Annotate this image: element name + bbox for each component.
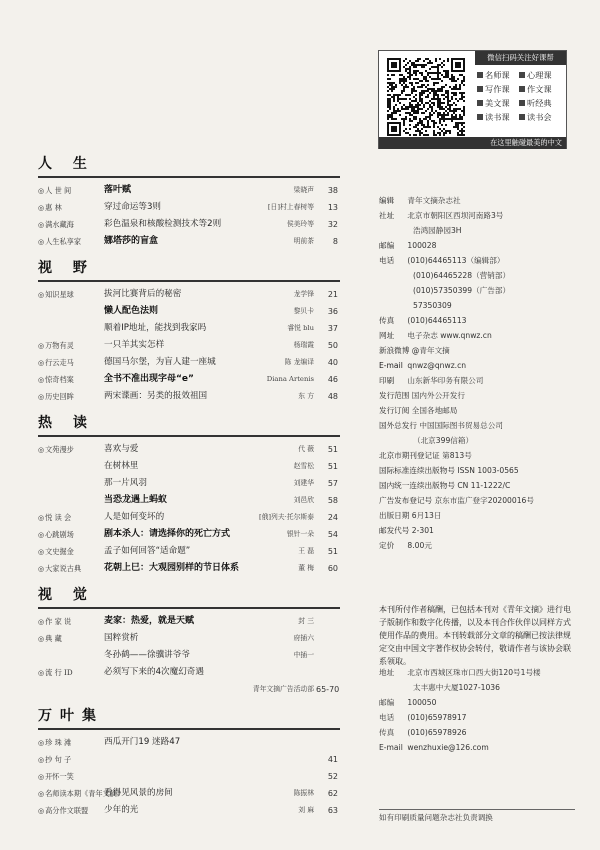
section-rule [38, 176, 340, 178]
section-heading: 人 生 [38, 156, 95, 172]
info-label: 国内统一连续出版物号 [379, 481, 455, 490]
info-label: 国外总发行 [379, 421, 417, 430]
info-line [379, 343, 579, 358]
article-title: 花朝上巳：大观园别样的节日体系 [104, 563, 240, 573]
toc-entry[interactable] [38, 388, 340, 405]
info-label: 国际标准连续出版物号 [379, 466, 455, 475]
column-name [38, 475, 100, 493]
info-value: 中国国际图书贸易总公司 [419, 421, 503, 430]
article-title: 彩色温泉和核酸检测技术等2则 [104, 219, 222, 229]
toc-entry[interactable] [38, 751, 340, 768]
toc-entry[interactable] [38, 802, 340, 819]
section-rule [38, 280, 340, 282]
article-author: 封 三 [298, 617, 314, 625]
info-line [379, 418, 579, 433]
info-label: 广告发布登记号 [379, 496, 433, 505]
info-label: 编辑 [379, 196, 395, 205]
column-name: ◎ 典 藏 [38, 630, 100, 648]
article-title: 娜塔莎的盲盒 [104, 236, 159, 246]
column-name: ◎ 文苑漫步 [38, 441, 100, 459]
article-title: 落叶赋 [104, 185, 132, 195]
divider [379, 809, 575, 810]
section-rule [38, 607, 340, 609]
column-name: ◎ 满水藏海 [38, 216, 100, 234]
info-line [379, 680, 579, 695]
column-name: ◎ 作 家 说 [38, 613, 100, 631]
toc-entry[interactable] [38, 371, 340, 388]
page-number: 54 [327, 530, 338, 539]
copyright-notice: 本刊所付作者稿酬，已包括本刊对《青年文摘》进行电子版制作和数字化传播，以及本刊合作伙伴以同样方式使用作品的费用。本刊转载部分文章的稿酬已按法律规定交由中国文字著作权协会转付，敬请作者与该协会联系领取。 [379, 605, 571, 666]
info-line [379, 298, 579, 313]
section-heading: 热 读 [38, 415, 95, 431]
info-value: CN 11-1222/C [457, 481, 511, 490]
article-author: 中插一 [293, 651, 314, 659]
article-author: 董 梅 [298, 564, 314, 572]
page-number: 24 [327, 513, 338, 522]
column-name: ◎ 开怀一笑 [38, 768, 100, 786]
info-value: 6月13日 [411, 511, 442, 520]
column-name [38, 320, 100, 338]
info-value: (010)64465113 [407, 316, 467, 325]
info-value: 京东市监广登字20200016号 [434, 496, 534, 505]
qr-item: 心理课 [519, 68, 561, 82]
article-author: 赵雪松 [293, 462, 314, 470]
qr-item: 听经典 [519, 96, 561, 110]
info-line [379, 208, 579, 223]
info-line [379, 523, 579, 538]
info-line [379, 358, 579, 373]
info-label: 邮编 [379, 241, 395, 250]
page-number: 58 [327, 496, 338, 505]
article-title: 那一片风羽 [104, 478, 147, 488]
toc-entry[interactable] [38, 216, 340, 233]
article-title: 少年的光 [104, 805, 139, 815]
toc-entry[interactable] [38, 613, 340, 630]
info-value: 57350309 [413, 301, 452, 310]
column-name: ◎ 抄 句 子 [38, 751, 100, 769]
page-number: 51 [327, 445, 338, 454]
article-title: 全书不准出现字母“e” [104, 374, 194, 384]
column-name: ◎ 高分作文联盟 [38, 802, 100, 820]
page-number: 65-70 [316, 685, 340, 694]
info-label: 印刷 [379, 376, 395, 385]
info-value: (010)64465228（营销部） [413, 271, 511, 280]
column-name: ◎ 悦 读 会 [38, 509, 100, 527]
info-label: 邮编 [379, 698, 395, 707]
info-value: 青年文摘杂志社 [407, 196, 461, 205]
info-line [379, 283, 579, 298]
article-author: [俄]列夫·托尔斯泰 [258, 513, 314, 521]
info-label: 出版日期 [379, 511, 410, 520]
info-label: 定价 [379, 541, 395, 550]
info-line [379, 538, 579, 553]
info-value: （北京399信箱） [413, 436, 474, 445]
article-title: 麦家：热爱，就是天赋 [104, 616, 195, 626]
section-heading: 视 觉 [38, 587, 95, 603]
page-number: 21 [327, 290, 338, 299]
toc-entry[interactable] [38, 785, 340, 802]
qr-course-grid [477, 68, 563, 124]
info-value: (010)65978926 [407, 728, 467, 737]
article-author: 睿悦 blu [287, 324, 314, 332]
info-line [379, 448, 579, 463]
info-value: (010)64465113（编辑部） [407, 256, 505, 265]
page-number: 13 [327, 203, 338, 212]
info-value: 电子杂志 www.qnwz.cn [407, 331, 492, 340]
column-name: ◎ 流 行 ID [38, 664, 100, 682]
qr-item: 读书会 [519, 110, 561, 124]
info-line [379, 193, 579, 208]
toc-section [38, 152, 340, 250]
article-title: 拔河比赛背后的秘密 [104, 289, 182, 299]
page-number: 46 [327, 375, 338, 384]
info-line [379, 478, 579, 493]
info-value: (010)65978917 [407, 713, 467, 722]
info-line [379, 328, 579, 343]
article-author: 陈 龙编译 [284, 358, 314, 366]
info-label: 电话 [379, 256, 395, 265]
article-author: 侯美玲等 [286, 220, 314, 228]
article-author: 黎贝卡 [293, 307, 314, 315]
column-name [38, 303, 100, 321]
page-number: 52 [327, 772, 338, 781]
qr-promo-box [378, 50, 567, 149]
info-label: 网址 [379, 331, 395, 340]
toc-entry[interactable] [38, 664, 340, 681]
article-author: 陈振林 [293, 789, 314, 797]
column-name: ◎ 心跳剧场 [38, 526, 100, 544]
info-line [379, 493, 579, 508]
info-line [379, 463, 579, 478]
info-line [379, 388, 579, 403]
page-number: 38 [327, 186, 338, 195]
page-number: 57 [327, 479, 338, 488]
qr-item: 写作课 [477, 82, 519, 96]
column-name: ◎ 文史掘金 [38, 543, 100, 561]
page-number: 62 [327, 789, 338, 798]
article-title: 在树林里 [104, 461, 139, 471]
article-author: 龙学锋 [293, 290, 314, 298]
article-author: 府插六 [293, 634, 314, 642]
info-label: 传真 [379, 316, 395, 325]
article-author: 杨瑞霞 [293, 341, 314, 349]
info-label: 电话 [379, 713, 395, 722]
toc-section [38, 583, 340, 698]
toc-entry[interactable] [38, 199, 340, 216]
info-line [379, 313, 579, 328]
article-title: 国粹赏析 [104, 633, 139, 643]
info-value: 浩鸿园静园3H [413, 226, 462, 235]
qr-footer: 在这里触碰最美的中文 [379, 137, 566, 149]
info-line [379, 238, 579, 253]
toc-entry[interactable] [38, 182, 340, 199]
column-name: ◎ 名师读本期《青年文摘》 [38, 785, 100, 803]
publication-info [379, 193, 579, 553]
toc-entry[interactable] [38, 681, 340, 698]
page-number: 48 [327, 392, 338, 401]
info-value: (010)57350399（广告部） [413, 286, 511, 295]
article-title: 一只羊其实怎样 [104, 340, 165, 350]
article-author: 青年文摘广告活动部 [252, 685, 314, 693]
article-title: 孟子如何回答“适命题” [104, 546, 191, 556]
column-name: ◎ 知识星球 [38, 286, 100, 304]
page-number: 51 [327, 462, 338, 471]
article-author: 王 磊 [298, 547, 314, 555]
toc-entry[interactable] [38, 233, 340, 250]
article-author: Diana Artenis [266, 375, 314, 383]
article-author: 刘建华 [293, 479, 314, 487]
article-title: 西瓜开门19 迷路47 [104, 737, 181, 747]
qr-item: 名师课 [477, 68, 519, 82]
article-author: 刘邑欣 [293, 496, 314, 504]
qr-item: 美文课 [477, 96, 519, 110]
info-label: 发行范围 [379, 391, 410, 400]
article-author: 代 薇 [298, 445, 314, 453]
column-name: ◎ 珍 珠 滩 [38, 734, 100, 752]
article-title: 穿过命运等3则 [104, 202, 162, 212]
info-value: 8.00元 [407, 541, 432, 550]
info-line [379, 725, 579, 740]
column-name: ◎ 行云走马 [38, 354, 100, 372]
info-line [379, 268, 579, 283]
page-number: 50 [327, 341, 338, 350]
section-rule [38, 435, 340, 437]
info-value: 100028 [407, 241, 437, 250]
toc-entry[interactable] [38, 337, 340, 354]
toc-entry[interactable] [38, 734, 340, 751]
article-author: 东 方 [298, 392, 314, 400]
article-title: 顺着IP地址，能找到我家吗 [104, 323, 207, 333]
toc-entry[interactable] [38, 441, 340, 458]
print-quality-note: 如有印刷质量问题杂志社负责调换 [379, 813, 493, 822]
article-author: 明前茶 [293, 237, 314, 245]
column-name: ◎ 人生私享家 [38, 233, 100, 251]
column-name [38, 681, 100, 699]
info-line [379, 253, 579, 268]
article-title: 两宋谍画：另类的报效祖国 [104, 391, 208, 401]
page-number: 51 [327, 547, 338, 556]
info-label: E-mail [379, 361, 403, 370]
info-line [379, 665, 579, 680]
toc-entry[interactable] [38, 492, 340, 509]
column-name [38, 458, 100, 476]
article-title: 喜欢与爱 [104, 444, 139, 454]
article-author: 刘 麻 [298, 806, 314, 814]
page-number: 8 [332, 237, 338, 246]
column-name [38, 492, 100, 510]
info-line [379, 508, 579, 523]
page-number: 40 [327, 358, 338, 367]
qr-item: 读书课 [477, 110, 519, 124]
page-number: 32 [327, 220, 338, 229]
info-label: 社址 [379, 211, 395, 220]
toc-entry[interactable] [38, 475, 340, 492]
info-value: 100050 [407, 698, 437, 707]
copyright-address [379, 665, 579, 755]
column-name: ◎ 历史回眸 [38, 388, 100, 406]
info-value: 2-301 [411, 526, 434, 535]
info-value: qnwz@qnwz.cn [407, 361, 467, 370]
info-label: 新浪微博 [379, 346, 410, 355]
toc-entry[interactable] [38, 543, 340, 560]
section-heading: 万叶集 [38, 708, 104, 724]
section-rule [38, 728, 340, 730]
article-title: 人是如何变坏的 [104, 512, 165, 522]
info-line [379, 695, 579, 710]
toc-section [38, 704, 340, 819]
article-title: 必须写下来的4次魔幻奇遇 [104, 667, 204, 677]
toc-entry[interactable] [38, 509, 340, 526]
column-name: ◎ 大家说古典 [38, 560, 100, 578]
toc-entry[interactable] [38, 354, 340, 371]
info-line [379, 403, 579, 418]
column-name: ◎ 人 世 间 [38, 182, 100, 200]
qr-code-icon[interactable] [385, 56, 467, 138]
toc-entry[interactable] [38, 526, 340, 543]
qr-header: 微信扫码关注好课帮 [475, 51, 566, 65]
toc-entry[interactable] [38, 286, 340, 303]
toc-entry[interactable] [38, 303, 340, 320]
info-value: 北京市西城区珠市口西大街120号1号楼 [407, 668, 541, 677]
info-label: 邮发代号 [379, 526, 410, 535]
toc-entry[interactable] [38, 560, 340, 577]
toc-entry[interactable] [38, 630, 340, 647]
page-number: 63 [327, 806, 338, 815]
info-line [379, 710, 579, 725]
info-value: 北京市朝阳区西坝河南路3号 [407, 211, 504, 220]
page-number: 60 [327, 564, 338, 573]
page-number: 41 [327, 755, 338, 764]
info-label: 北京市期刊登记证 [379, 451, 440, 460]
info-value: 第813号 [442, 451, 472, 460]
column-name [38, 647, 100, 665]
article-title: 懒人配色法则 [104, 306, 159, 316]
table-of-contents [38, 152, 340, 825]
info-line [379, 373, 579, 388]
column-name: ◎ 惠 林 [38, 199, 100, 217]
toc-section [38, 411, 340, 577]
qr-item: 作文课 [519, 82, 561, 96]
article-title: 冬孙鹤——徐骥讲爷爷 [104, 650, 190, 660]
info-line [379, 223, 579, 238]
info-value: 山东新华印务有限公司 [407, 376, 484, 385]
article-author: 梁晓声 [293, 186, 314, 194]
info-line [379, 433, 579, 448]
info-value: ISSN 1003-0565 [457, 466, 519, 475]
toc-entry[interactable] [38, 320, 340, 337]
info-value: wenzhuxie@126.com [407, 743, 489, 752]
toc-entry[interactable] [38, 768, 340, 785]
info-label: 地址 [379, 668, 395, 677]
toc-entry[interactable] [38, 458, 340, 475]
info-value: @青年文摘 [411, 346, 450, 355]
info-value: 国内外公开发行 [411, 391, 465, 400]
toc-section [38, 256, 340, 405]
article-title: 当恐龙遇上蚂蚁 [104, 495, 168, 505]
page-number: 36 [327, 307, 338, 316]
article-title: 剧本杀人：请选择你的死亡方式 [104, 529, 231, 539]
article-title: 德国马尔堡，为盲人建一座城 [104, 357, 216, 367]
article-author: 银针一朵 [286, 530, 314, 538]
info-label: 传真 [379, 728, 395, 737]
info-label: 发行订阅 [379, 406, 410, 415]
column-name: ◎ 万物有灵 [38, 337, 100, 355]
article-author: [日]村上春树等 [267, 203, 314, 211]
section-heading: 视 野 [38, 260, 95, 276]
article-title: 看得见风景的房间 [104, 788, 173, 798]
page-number: 37 [327, 324, 338, 333]
info-value: 太丰惠中大厦1027-1036 [413, 683, 500, 692]
info-line [379, 740, 579, 755]
info-value: 全国各地邮局 [411, 406, 458, 415]
toc-entry[interactable] [38, 647, 340, 664]
info-label: E-mail [379, 743, 403, 752]
column-name: ◎ 惊奇档案 [38, 371, 100, 389]
